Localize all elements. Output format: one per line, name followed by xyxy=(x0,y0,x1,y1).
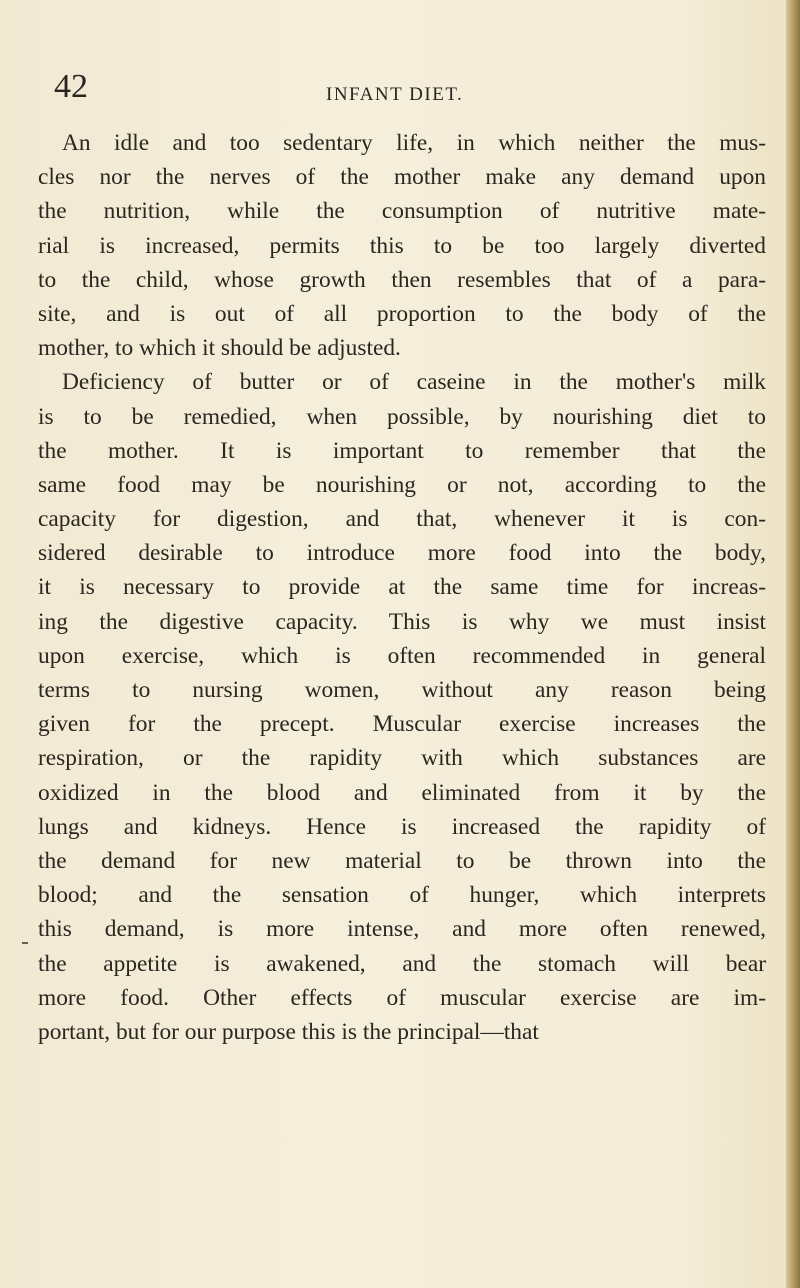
text-line: oxidized in the blood and eliminated from it by the xyxy=(38,779,766,806)
text-line: upon exercise, which is often recommended in general xyxy=(38,642,766,669)
text-line: the mother. It is important to remember that the xyxy=(38,437,766,464)
body-text xyxy=(38,126,766,1049)
text-line: the appetite is awakened, and the stomach will bear xyxy=(38,950,766,977)
text-line: portant, but for our purpose this is the principal—that xyxy=(38,1018,539,1045)
page-binding-edge xyxy=(786,0,800,1288)
text-line: the nutrition, while the consumption of nutritive mate- xyxy=(38,198,766,225)
text-line: ing the digestive capacity. This is why we must insist xyxy=(38,608,766,635)
page-number: 42 xyxy=(54,68,88,105)
text-line: is to be remedied, when possible, by nourishing diet to xyxy=(38,403,766,430)
text-line: same food may be nourishing or not, according to the xyxy=(38,471,766,498)
running-head-title: INFANT DIET. xyxy=(326,84,464,105)
text-line: the demand for new material to be thrown into the xyxy=(38,847,766,874)
text-line: capacity for digestion, and that, whenever it is con- xyxy=(38,506,766,533)
text-line: Deficiency of butter or of caseine in the mother's milk xyxy=(62,369,766,396)
text-line: mother, to which it should be adjusted. xyxy=(38,335,401,362)
text-line: lungs and kidneys. Hence is increased the rapidity of xyxy=(38,813,766,840)
text-line: more food. Other effects of muscular exercise are im- xyxy=(38,984,766,1011)
text-line: blood; and the sensation of hunger, which interprets xyxy=(38,882,766,909)
text-line: respiration, or the rapidity with which substances are xyxy=(38,745,766,772)
running-head xyxy=(54,70,754,110)
text-line: An idle and too sedentary life, in which neither the mus- xyxy=(62,130,766,156)
margin-mark xyxy=(22,942,28,944)
text-line: given for the precept. Muscular exercise increases the xyxy=(38,711,766,738)
text-line: terms to nursing women, without any reason being xyxy=(38,677,766,703)
text-line: to the child, whose growth then resembles that of a para- xyxy=(38,266,766,293)
text-line: rial is increased, permits this to be too largely diverted xyxy=(38,232,766,259)
text-line: this demand, is more intense, and more often renewed, xyxy=(38,916,766,943)
text-line: it is necessary to provide at the same time for increas- xyxy=(38,574,766,601)
text-line: cles nor the nerves of the mother make any demand upon xyxy=(38,164,766,191)
text-line: sidered desirable to introduce more food into the body, xyxy=(38,540,766,567)
text-line: site, and is out of all proportion to the body of the xyxy=(38,300,766,327)
